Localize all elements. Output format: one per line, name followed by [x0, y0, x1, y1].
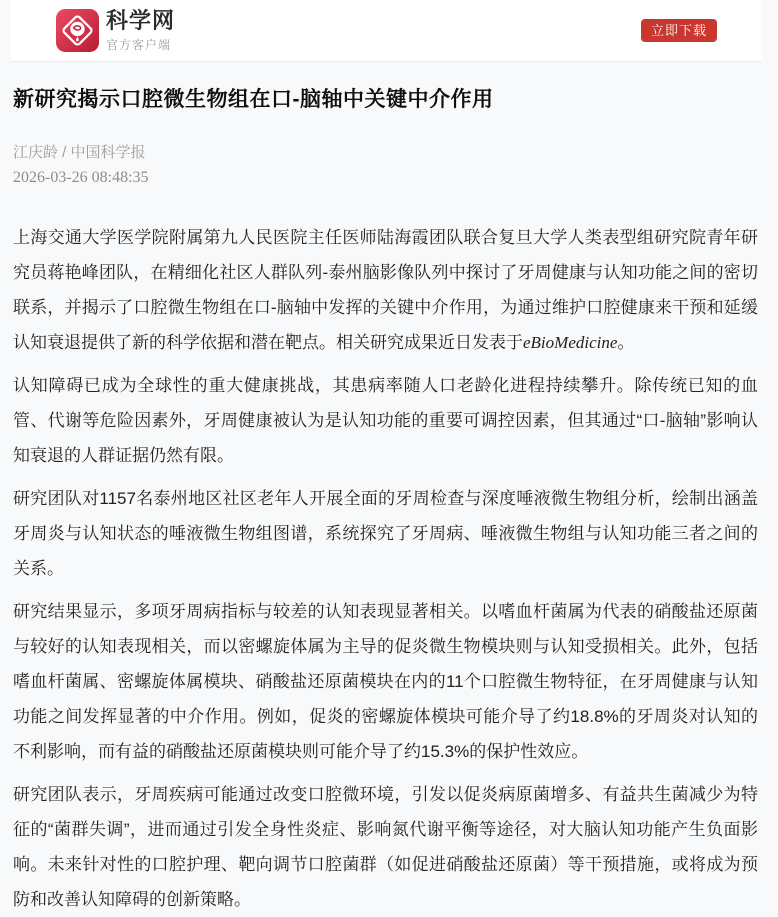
article-paragraph: 研究团队表示，牙周疾病可能通过改变口腔微环境，引发以促炎病原菌增多、有益共生菌减少为特征的“菌群失调”，进而通过引发全身性炎症、影响氮代谢平衡等途径，对大脑认知功能产生负面影响。未来针对性的口腔护理、靶向调节口腔菌群（如促进硝酸盐还原菌）等干预措施，或将成为预防和改善认知障碍的创新策略。 [13, 785, 758, 910]
article-title: 新研究揭示口腔微生物组在口-脑轴中关键中介作用 [13, 88, 494, 111]
brand-text [106, 8, 175, 52]
article-paragraph: 研究结果显示，多项牙周病指标与较差的认知表现显著相关。以嗜血杆菌属为代表的硝酸盐还原菌与较好的认知表现相关，而以密螺旋体属为主导的促炎微生物模块则与认知受损相关。此外，包括嗜血杆菌属、密螺旋体属模块、硝酸盐还原菌模块在内的11个口腔微生物特征，在牙周健康与认知功能之间发挥显著的中介作用。例如，促炎的密螺旋体模块可能介导了约18.8%的牙周炎对认知的不利影响，而有益的硝酸盐还原菌模块则可能介导了约15.3%的保护性效应。 [13, 602, 758, 762]
site-header [11, 0, 762, 62]
brand-subtitle: 官方客户端 [106, 37, 172, 52]
download-app-button[interactable]: 立即下载 [641, 19, 717, 42]
article-byline: 江庆龄 / 中国科学报 [13, 144, 146, 162]
paragraph-text: 上海交通大学医学院附属第九人民医院主任医师陆海霞团队联合复旦大学人类表型组研究院青年研究员蒋艳峰团队，在精细化社区人群队列-泰州脑影像队列中探讨了牙周健康与认知功能之间的密切联系，并揭示了口腔微生物组在口-脑轴中发挥的关键中介作用，为通过维护口腔健康来干预和延缓认知衰退提供了新的科学依据和潜在靶点。相关研究成果近日发表于 [13, 228, 758, 353]
brand-link[interactable] [56, 8, 175, 52]
brand-name: 科学网 [106, 8, 176, 34]
journal-name: eBioMedicine [523, 333, 618, 353]
article-paragraph: 研究团队对1157名泰州地区社区老年人开展全面的牙周检查与深度唾液微生物组分析，绘制出涵盖牙周炎与认知状态的唾液微生物组图谱，系统探究了牙周病、唾液微生物组与认知功能三者之间的关系。 [13, 489, 758, 579]
article-body [11, 62, 762, 917]
page-container [11, 0, 762, 917]
paragraph-text: 。 [617, 333, 635, 353]
article-datetime: 2026-03-26 08:48:35 [13, 169, 149, 187]
article-paragraph: 认知障碍已成为全球性的重大健康挑战，其患病率随人口老龄化进程持续攀升。除传统已知的血管、代谢等危险因素外，牙周健康被认为是认知功能的重要可调控因素，但其通过“口-脑轴”影响认知衰退的人群证据仍然有限。 [13, 376, 758, 466]
article-paragraph [13, 220, 758, 360]
sciencenet-logo-icon [56, 9, 99, 52]
